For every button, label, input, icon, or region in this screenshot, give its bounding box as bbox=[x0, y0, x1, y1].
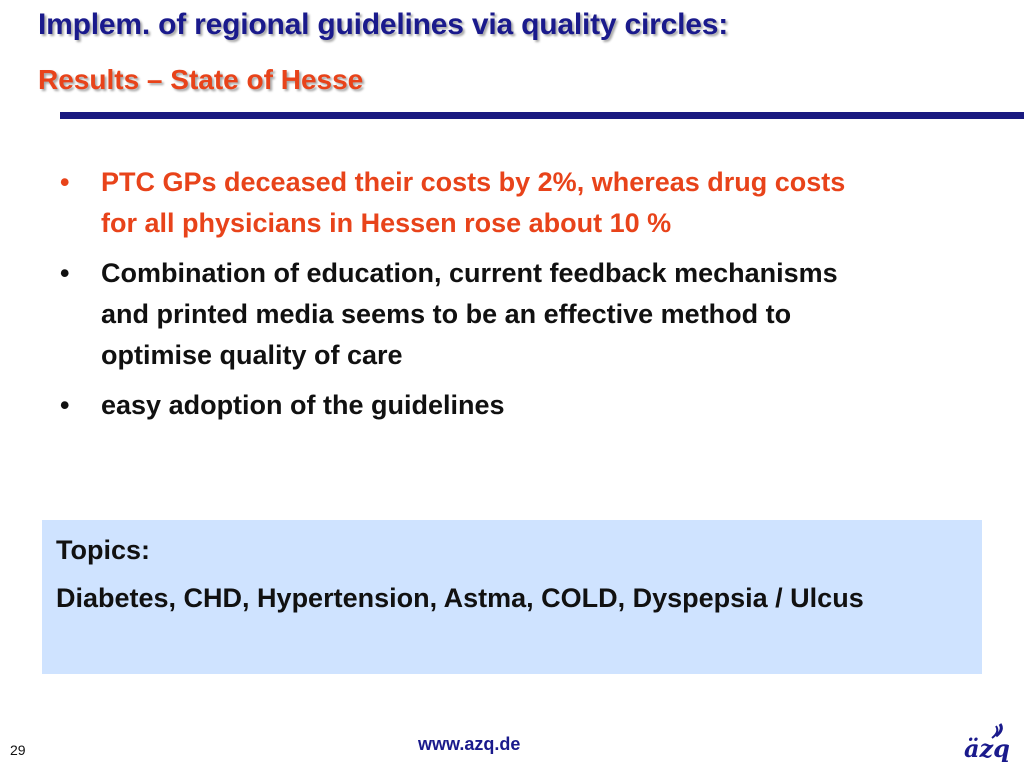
bullet-text: Combination of education, current feedback mechanisms and printed media seems to be an effective method to optimise quality of care bbox=[101, 258, 838, 370]
bullet-item-combination bbox=[60, 253, 880, 376]
logo-text: äzq bbox=[964, 734, 1010, 763]
topics-box bbox=[42, 520, 982, 674]
slide-subtitle: Results – State of Hesse bbox=[38, 64, 364, 95]
bullet-marker: • bbox=[60, 258, 70, 288]
topics-heading: Topics: bbox=[56, 535, 150, 565]
bullet-text: easy adoption of the guidelines bbox=[101, 390, 505, 420]
bullet-marker: • bbox=[60, 167, 70, 197]
title-divider bbox=[60, 112, 1024, 119]
footer-url-link[interactable]: www.azq.de bbox=[418, 734, 521, 754]
bullet-marker: • bbox=[60, 390, 70, 420]
bullet-list bbox=[60, 162, 880, 435]
bullet-text: PTC GPs deceased their costs by 2%, whereas drug costs for all physicians in Hessen rose about 10 % bbox=[101, 167, 846, 238]
azq-logo bbox=[962, 722, 1012, 766]
page-number: 29 bbox=[10, 742, 26, 758]
slide-title: Implem. of regional guidelines via quality circles: bbox=[38, 8, 728, 41]
topics-list: Diabetes, CHD, Hypertension, Astma, COLD, Dyspepsia / Ulcus bbox=[56, 583, 864, 613]
bullet-item-adoption bbox=[60, 385, 880, 426]
bullet-item-cost-result bbox=[60, 162, 880, 244]
